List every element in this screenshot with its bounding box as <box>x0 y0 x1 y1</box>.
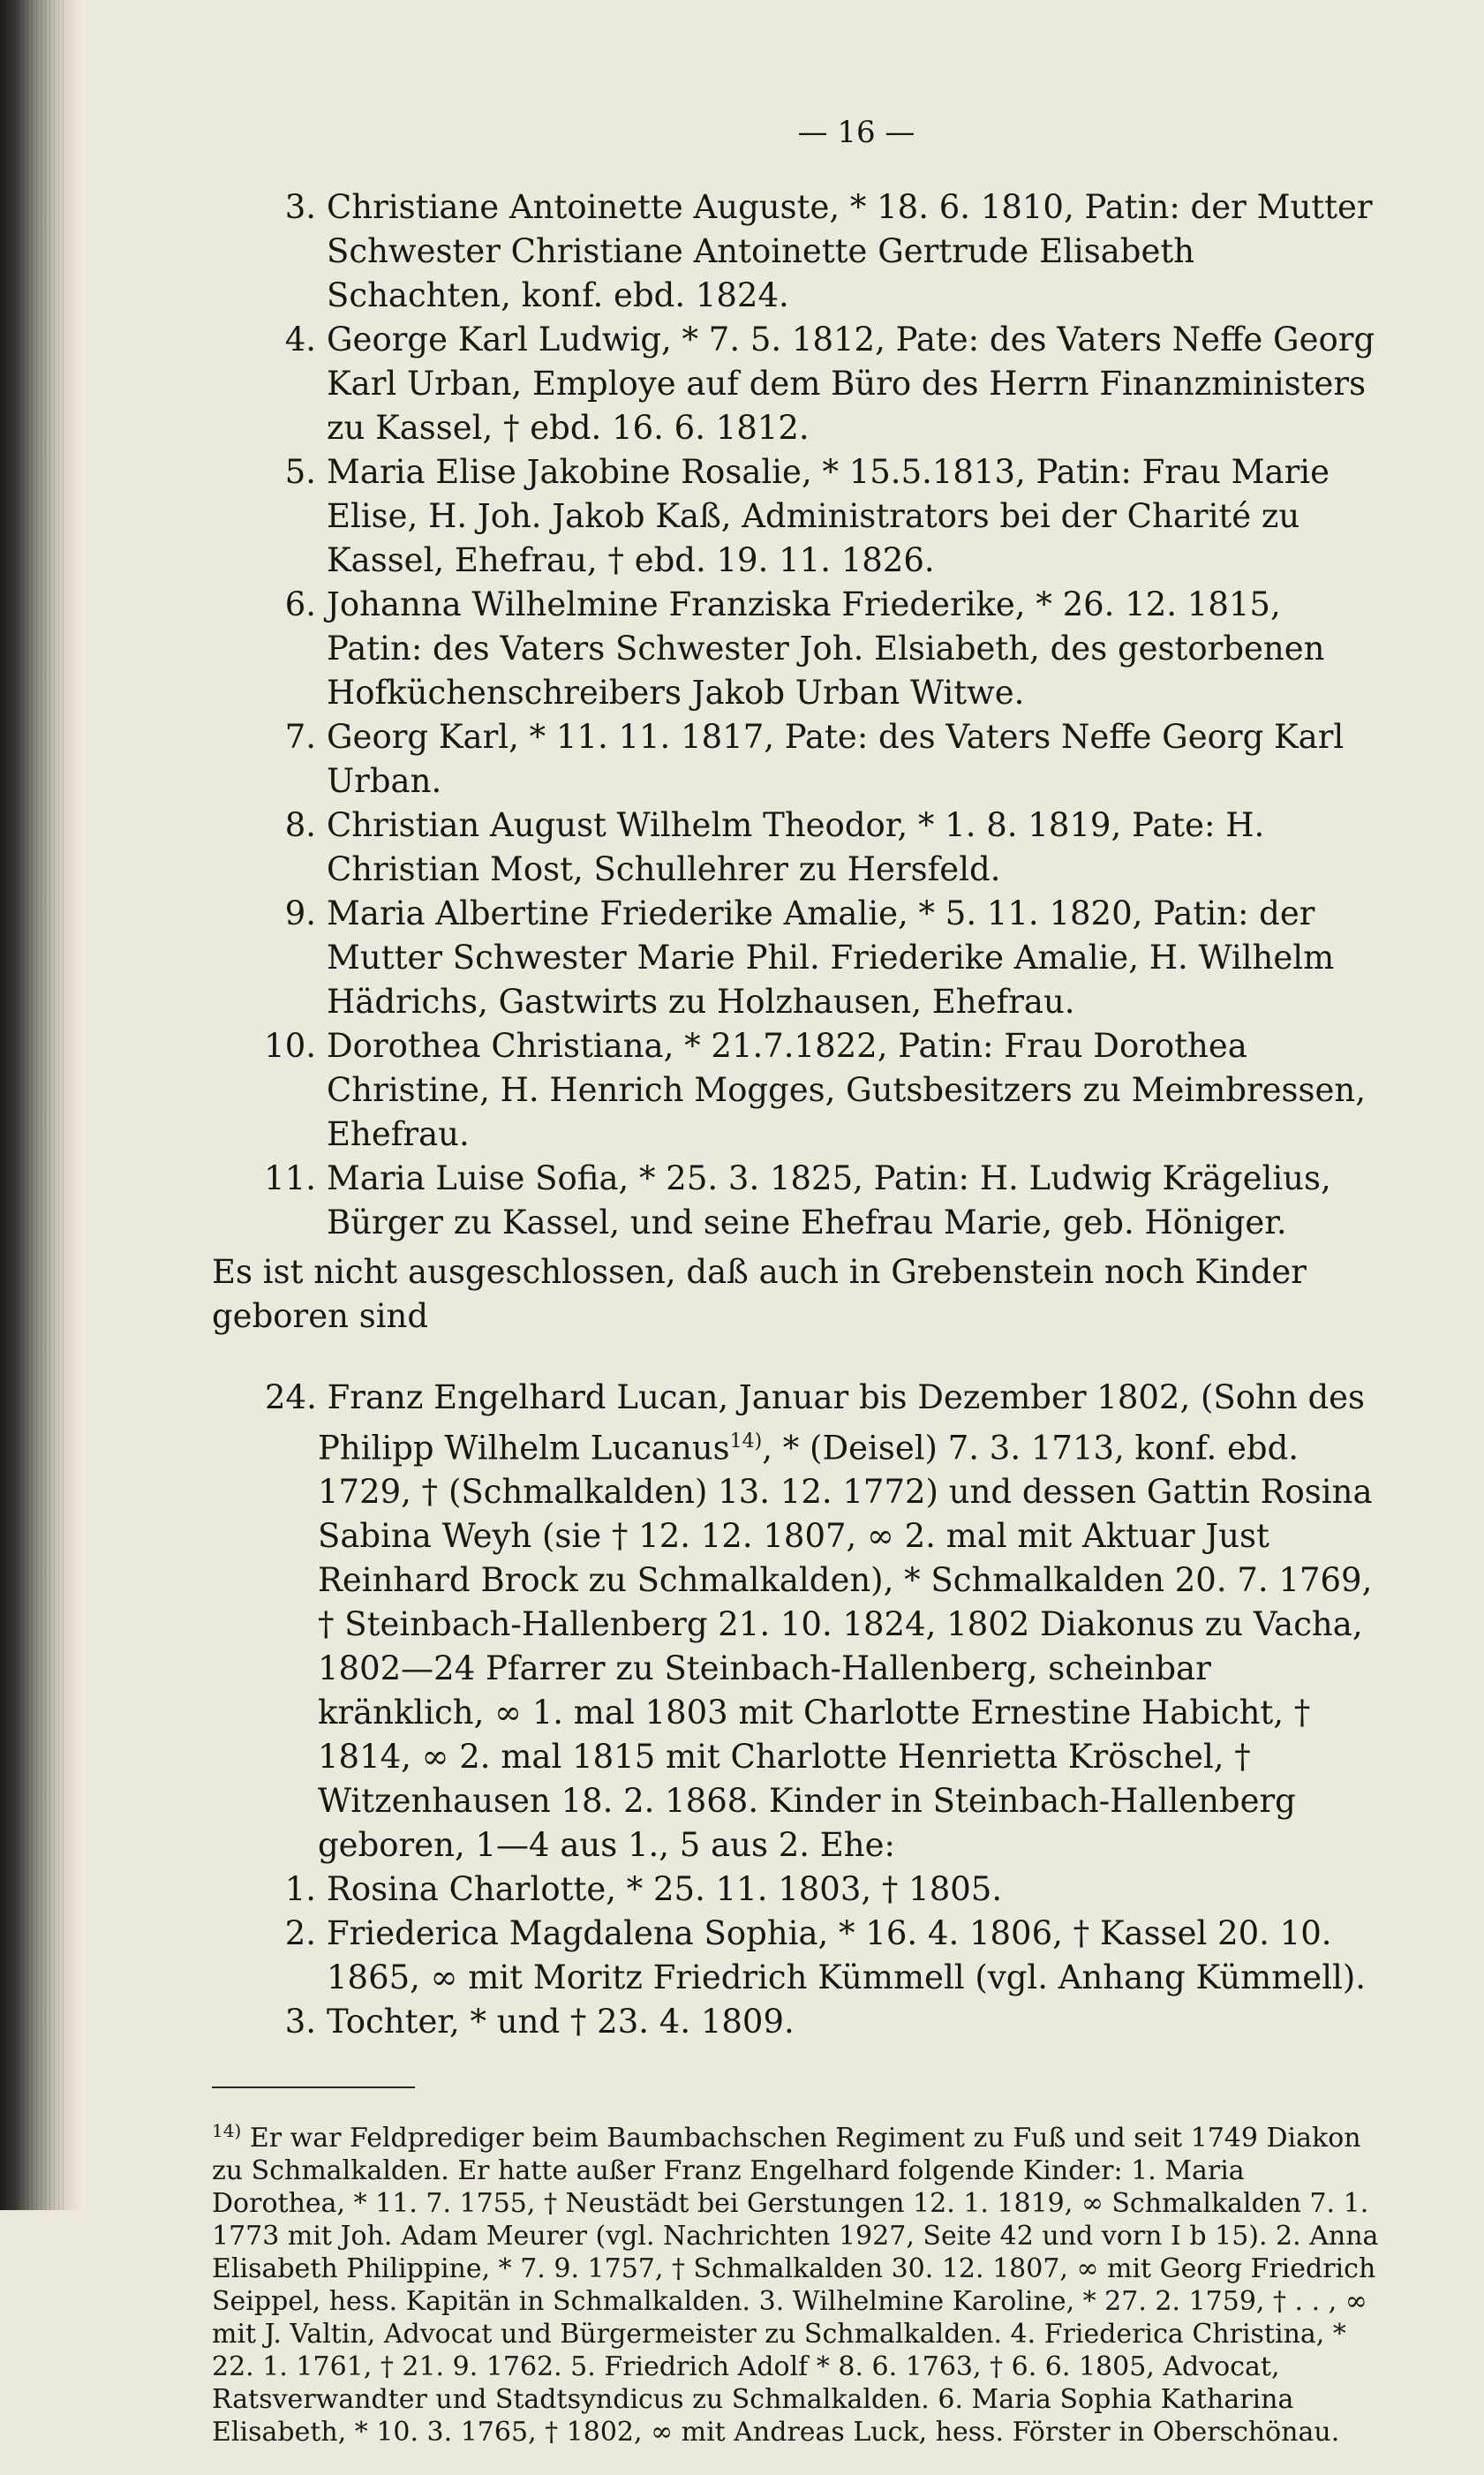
list-item <box>212 2000 1386 2044</box>
page-number: — 16 — <box>797 115 915 150</box>
footnote-reference: 14) <box>729 1430 763 1453</box>
item-number: 10. <box>264 1027 316 1065</box>
item-text: George Karl Ludwig, * 7. 5. 1812, Pate: des Vaters Neffe Georg Karl Urban, Employe auf dem Büro des Herrn Finanzministers zu Kassel, † ebd. 16. 6. 1812. <box>327 321 1375 447</box>
list-item <box>212 1024 1386 1157</box>
item-text: Maria Luise Sofia, * 25. 3. 1825, Patin: H. Ludwig Krägelius, Bürger zu Kassel, und seine Ehefrau Marie, geb. Höniger. <box>327 1159 1331 1241</box>
list-item <box>212 583 1386 715</box>
list-item <box>212 185 1386 318</box>
item-number: 2. <box>284 1914 316 1953</box>
item-number: 4. <box>284 321 316 358</box>
item-number: 11. <box>264 1159 316 1197</box>
item-text: Maria Albertine Friederike Amalie, * 5. 11. 1820, Patin: der Mutter Schwester Marie Phil. Friederike Amalie, H. Wilhelm Hädrichs, Gastwirts zu Holzhausen, Ehefrau. <box>327 894 1335 1021</box>
children-list-top <box>212 185 1386 1245</box>
item-number: 3. <box>284 188 316 226</box>
footnote-rule <box>212 2086 415 2088</box>
item-number: 6. <box>284 585 316 623</box>
closing-sentence: Es ist nicht ausgeschlossen, daß auch in Grebenstein noch Kinder geboren sind <box>212 1253 1307 1335</box>
item-text: Friederica Magdalena Sophia, * 16. 4. 1806, † Kassel 20. 10. 1865, ∞ mit Moritz Friedrich Kümmell (vgl. Anhang Kümmell). <box>327 1914 1367 1997</box>
list-item <box>212 1912 1386 2000</box>
list-item <box>212 1157 1386 1245</box>
entry-24-text-a: 24. Franz Engelhard Lucan, Januar bis Dezember 1802, (Sohn des Philipp Wilhelm Lucanus <box>265 1378 1366 1468</box>
item-number: 9. <box>284 894 316 932</box>
item-text: Christiane Antoinette Auguste, * 18. 6. 1810, Patin: der Mutter Schwester Christiane Antoinette Gertrude Elisabeth Schachten, konf. ebd. 1824. <box>327 188 1373 314</box>
item-number: 1. <box>284 1870 316 1909</box>
item-text: Georg Karl, * 11. 11. 1817, Pate: des Vaters Neffe Georg Karl Urban. <box>327 718 1345 800</box>
entry-24-text-b: , * (Deisel) 7. 3. 1713, konf. ebd. 1729, † (Schmalkalden) 13. 12. 1772) und dessen Gattin Rosina Sabina Weyh (sie † 12. 12. 1807, ∞ 2. mal mit Aktuar Just Reinhard Brock zu Schmalkalden), * Schmalkalden 20. 7. 1769, † Steinbach-Hallenberg 21. 10. 1824, 1802 Diakonus zu Vacha, 1802—24 Pfarrer zu Steinbach-Hallenberg, scheinbar kränklich, ∞ 1. mal 1803 mit Charlotte Ernestine Habicht, † 1814, ∞ 2. mal 1815 mit Charlotte Henrietta Kröschel, † Witzenhausen 18. 2. 1868. Kinder in Steinbach-Hallenberg geboren, 1—4 aus 1., 5 aus 2. Ehe: <box>318 1429 1373 1865</box>
item-text: Rosina Charlotte, * 25. 11. 1803, † 1805. <box>327 1870 1003 1909</box>
document-page <box>212 115 1386 2475</box>
book-spine-shadow <box>0 0 81 2210</box>
item-number: 7. <box>284 718 316 756</box>
item-text: Johanna Wilhelmine Franziska Friederike, * 26. 12. 1815, Patin: des Vaters Schwester Joh. Elsiabeth, des gestorbenen Hofküchenschreibers Jakob Urban Witwe. <box>327 585 1325 712</box>
item-number: 5. <box>284 453 316 491</box>
list-item <box>212 450 1386 583</box>
footnote-text: Er war Feldprediger beim Baumbachschen Regiment zu Fuß und seit 1749 Diakon zu Schmalkalden. Er hatte außer Franz Engelhard folgende Kinder: 1. Maria Dorothea, * 11. 7. 1755, † Neustädt bei Gerstungen 12. 1. 1819, ∞ Schmalkalden 7. 1. 1773 mit Joh. Adam Meurer (vgl. Nachrichten 1927, Seite 42 und vorn I b 15). 2. Anna Elisabeth Philippine, * 7. 9. 1757, † Schmalkalden 30. 12. 1807, ∞ mit Georg Friedrich Seippel, hess. Kapitän in Schmalkalden. 3. Wilhelmine Karoline, * 27. 2. 1759, † . . , ∞ mit J. Valtin, Advocat und Bürgermeister zu Schmalkalden. 4. Friederica Christina, * 22. 1. 1761, † 21. 9. 1762. 5. Friedrich Adolf * 8. 6. 1763, † 6. 6. 1805, Advocat, Ratsverwandter und Stadtsyndicus zu Schmalkalden. 6. Maria Sophia Katharina Elisabeth, * 10. 3. 1765, † 1802, ∞ mit Andreas Luck, hess. Förster in Oberschönau. <box>212 2123 1379 2449</box>
item-text: Maria Elise Jakobine Rosalie, * 15.5.1813, Patin: Frau Marie Elise, H. Joh. Jakob Kaß, Administrators bei der Charité zu Kassel, Ehefrau, † ebd. 19. 11. 1826. <box>327 453 1330 579</box>
list-item <box>212 892 1386 1024</box>
item-text: Christian August Wilhelm Theodor, * 1. 8. 1819, Pate: H. Christian Most, Schullehrer zu Hersfeld. <box>327 806 1265 888</box>
children-list-bottom <box>212 1868 1386 2044</box>
list-item <box>212 715 1386 804</box>
entry-24 <box>212 1376 1386 1868</box>
item-text: Tochter, * und † 23. 4. 1809. <box>327 2003 795 2041</box>
list-item <box>212 804 1386 892</box>
list-item <box>212 1868 1386 1912</box>
item-number: 3. <box>284 2003 316 2041</box>
footnote-marker: 14) <box>212 2120 242 2142</box>
footnote <box>212 2115 1386 2449</box>
item-number: 8. <box>284 806 316 844</box>
item-text: Dorothea Christiana, * 21.7.1822, Patin: Frau Dorothea Christine, H. Henrich Mogges, Gutsbesitzers zu Meimbressen, Ehefrau. <box>327 1027 1367 1153</box>
list-item <box>212 318 1386 450</box>
page-edges <box>5 0 67 2210</box>
